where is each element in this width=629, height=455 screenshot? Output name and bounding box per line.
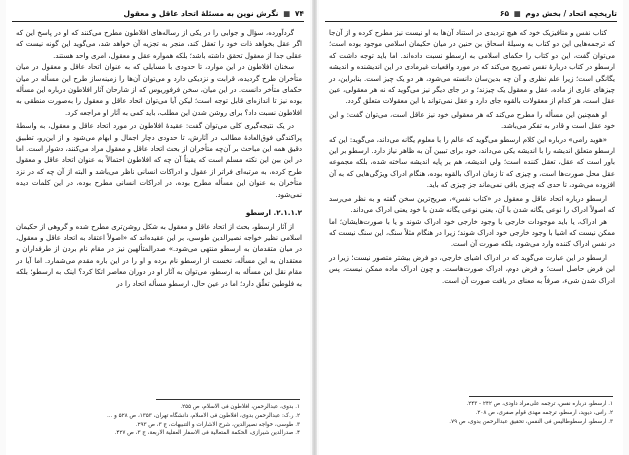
left-section-heading: ۲.۱.۱.۲. ارسطو <box>245 208 302 218</box>
left-running-title: نگرش نوین به مسئلهٔ اتحاد عاقل و معقول <box>123 9 279 18</box>
book-gutter <box>312 0 317 455</box>
right-paragraph: او همچنین این مسأله را مطرح می‌کند که هر معقولی خود نیز عاقل است، می‌توان گفت: و این خود عقل است و قادر به تفکر می‌باشد. <box>329 110 615 131</box>
right-head-rule <box>325 21 617 22</box>
footnote: ۴. صدرالدین شیرازی، الحکمة المتعالیة فی الاسفار العقلیة الاربعة، ج ۳، ص ۴۲۷. <box>114 430 300 437</box>
right-footnotes <box>329 400 613 426</box>
footnote: ۱. بدوی، عبدالرحمن، افلاطون فی الاسلام، ص ۲۵۵. <box>180 404 300 410</box>
left-body-text <box>16 28 302 290</box>
right-body-text <box>329 28 615 287</box>
left-paragraph: از آثار ارسطو، بحث از اتحاد عاقل و معقول به شکل روشن‌تری مطرح شده و گروهی از حکیمان اسلامی نظیر خواجه نصیرالدین طوسی، بر این عقیده‌اند که «اصولاً اعتقاد به اتحاد عاقل و معقول، در میان متقدمان به ارسطو منتهی می‌شود.» صدرالمتألهین نیز در مقام نام بردن از طرفداران و معتقدان به این مسأله، نخست از ارسطو نام برده و او را در این باره مقدم می‌شمارد. اما آیا در مقام نقل این مسأله به ارسطو، می‌توان به آثار او در دوران معاصر اتکا کرد؟ اینک به ارسطو؛ بلکه به فلوطین تعلّق دارد؛ اما در عین حال، ارسطو مسأله اتحاد را در <box>16 222 302 288</box>
right-paragraph: «هوید رامی» درباره این کلام ارسطو می‌گوید که عالم را با معلوم یگانه می‌داند، می‌گوید: این که ارسطو متعلق اندیشه را با اندیشه یکی می‌داند، خود برای تبیین آن به ظاهر نیاز دارد. ارسطو بر این باور است که عقل، تعقل کننده است؛ ولی اندیشه، هم بر پایه اندیشه ساخته شده، بلکه مجموعه عقل محل صورت‌ها است، و چیزی که تا زمان ادراک بالقوه بوده، هنگام ادراک ویژگی‌هایی که به آن افزوده می‌شود، تا حدی که چیزی باقی نمی‌ماند جز چیزی که باید. <box>329 135 615 190</box>
right-paragraph: هر ادراک، یا باید موجودات خارجی با وجود خارجی خود ادراک شوند و یا با صورت‌هایشان؛ اما ممکن نیست که اشیا با وجود خارجی خود ادراک شوند؛ زیرا در هنگام مثلاً سنگ، این سنگ نیست که در نفس ادراک کننده وارد می‌شود، بلکه صورت آن است. <box>329 217 615 249</box>
right-paragraph: ارسطو در این عبارت می‌گوید که در ادراک اشیای خارجی، دو فرض بیشتر متصور نیست؛ زیرا در این فرض حاصل است؛ و فرض دوم، ادراک صورت‌هاست. و چون ادراک ماده ممکن نیست، پس ادراک شدن شیء، صرفاً به معنای در یافت صورت آن است. <box>329 253 615 285</box>
right-head-separator: ■ <box>513 9 521 18</box>
right-paragraph: کتاب نفس و متافیزیک خود که هیچ تردیدی در استناد آن‌ها به او نیست نیز مطرح کرده و از آن‌جا که ترجمه‌هایی این دو کتاب به وسیلهٔ اسحاق بن حنین در میان حکیمان اسلامی موجود بوده است؛ می‌توان گفت، این دو کتاب را حکمای اسلامی به ارسطو نسبت داده‌اند. اما باید توجه داشت که ارسطو در کتاب دربارهٔ نفس تصریح می‌کند که در مورد واقعیات غیرمادی در این اندیشنده و اندیشه یگانگی است؛ زیرا علم نظری و آن چه بدین‌سان دانسته می‌شود، هر دو یک چیز است. بنابراین، در چیزهای عاری از ماده، عقل و معقول یک چیزند؛ و در جای دیگر نیز می‌گوید که نه هر معقولی، عین عقل است، هر کدام از معقولات بالقوه جای دارد و عقل نمی‌تواند با این معقولات متعلق گردد. <box>329 29 615 106</box>
left-paragraph: گردآورده، سؤال و جوابی را در یکی از رساله‌های افلاطون مطرح می‌کنند که او در پاسخ این که اگر عقل بخواهد ذات خود را تعقل کند، منجر به تجزیه آن خواهد شد، می‌گوید این گونه نیست که عقلی جدا از معقول تحقق داشته باشد؛ بلکه همواره عقل و معقول، امری واحد هستند. <box>16 29 302 60</box>
left-paragraph: سخنان افلاطون در این موارد، تا حدودی با مسایلی که به عنوان اتحاد عاقل و معقول در میان متأخران طرح گردیده، قرابت و نزدیکی دارد و می‌توان آن‌ها را زمینه‌ساز طرح این مسأله در میان حکمای متأخر دانست. در این میان، سخن فرفوریوس که از شارحان آثار افلاطون درباره این مسأله بوده نیز تا اندازه‌ای قابل توجه است؛ لیکن آیا می‌توان اتحاد عاقل و معقول را به‌صورت منطقی به افلاطون نسبت داد؟ برای روشن شدن این مطلب، باید کمی به آثار او مراجعه کرد. <box>16 63 302 117</box>
left-paragraph: در یک نتیجه‌گیری کلی می‌توان گفت: عقیدهٔ افلاطون در مورد اتحاد عاقل و معقول، به واسطهٔ پراکندگی فوق‌العادهٔ مطالب در آثارش، تا حدودی دچار اجمال و ابهام می‌شود و از این‌رو، تطبیق دقیق همه این مباحث بر آن‌چه متأخران از بحث اتحاد عاقل و معقول مراد می‌کنند، دشوار است. اما در این بین این نکته مسلم است که یقیناً آن چه که افلاطون احتمالاً به عنوان اتحاد عاقل و معقول طرح کرده، به مرتبه‌ای فراتر از عقول و ادراکات انسانی ناظر می‌باشد و البته از آن چه که در نزد متأخران به عنوان این مسأله مطرح بوده، در ادراکات انسانی مطرح بوده، در این کلمات دیده نمی‌شود. <box>16 122 302 199</box>
left-footnote-rule <box>156 399 300 400</box>
right-running-head <box>325 8 617 20</box>
left-page-number: ۷۴ <box>294 9 304 18</box>
footnote: ۳. طوسی، خواجه نصیرالدین، شرح الاشارات و التنبیهات، ج ۳، ص ۲۹۳. <box>135 421 300 428</box>
footnote: ۲. ر.ک: عبدالرحمن بدوی، افلاطون فی الاسلام، دانشگاه تهران، ۱۳۵۳، ص ۵۲۸ و ... <box>107 412 300 419</box>
footnote: ۲. راس، دیوید، ارسطو، ترجمه مهدی قوام صفری، ص ۲۰۸. <box>475 409 613 416</box>
footnote: ۳. ارسطو، ارسطوطالیس فی النفس، تحقیق عبدالرحمن بدوی، ص ۷۹. <box>449 418 613 425</box>
left-head-separator: ■ <box>283 9 291 18</box>
left-head-rule <box>12 21 304 22</box>
right-page-number: ۶۵ <box>499 9 510 18</box>
left-running-head <box>12 8 304 20</box>
left-page <box>6 0 310 455</box>
right-page <box>319 0 623 455</box>
footnote: ۱. ارسطو، درباره نفس، ترجمه علی‌مراد داودی، ص ۲۴۲ - ۲۴۳. <box>466 401 613 407</box>
right-paragraph: ارسطو درباره اتحاد عاقل و معقول در «کتاب نفس»، صریح‌ترین سخن گفته و به نظر می‌رسد که اصولاً ادراک را نوعی یگانه شدن با آن، یعنی نوعی یگانه شدن با خود یعنی ادراک می‌داند. <box>329 194 615 215</box>
right-footnote-rule <box>469 396 613 397</box>
right-running-title: تاریخچه اتحاد / بخش دوم <box>525 9 617 18</box>
left-footnotes <box>16 403 300 438</box>
